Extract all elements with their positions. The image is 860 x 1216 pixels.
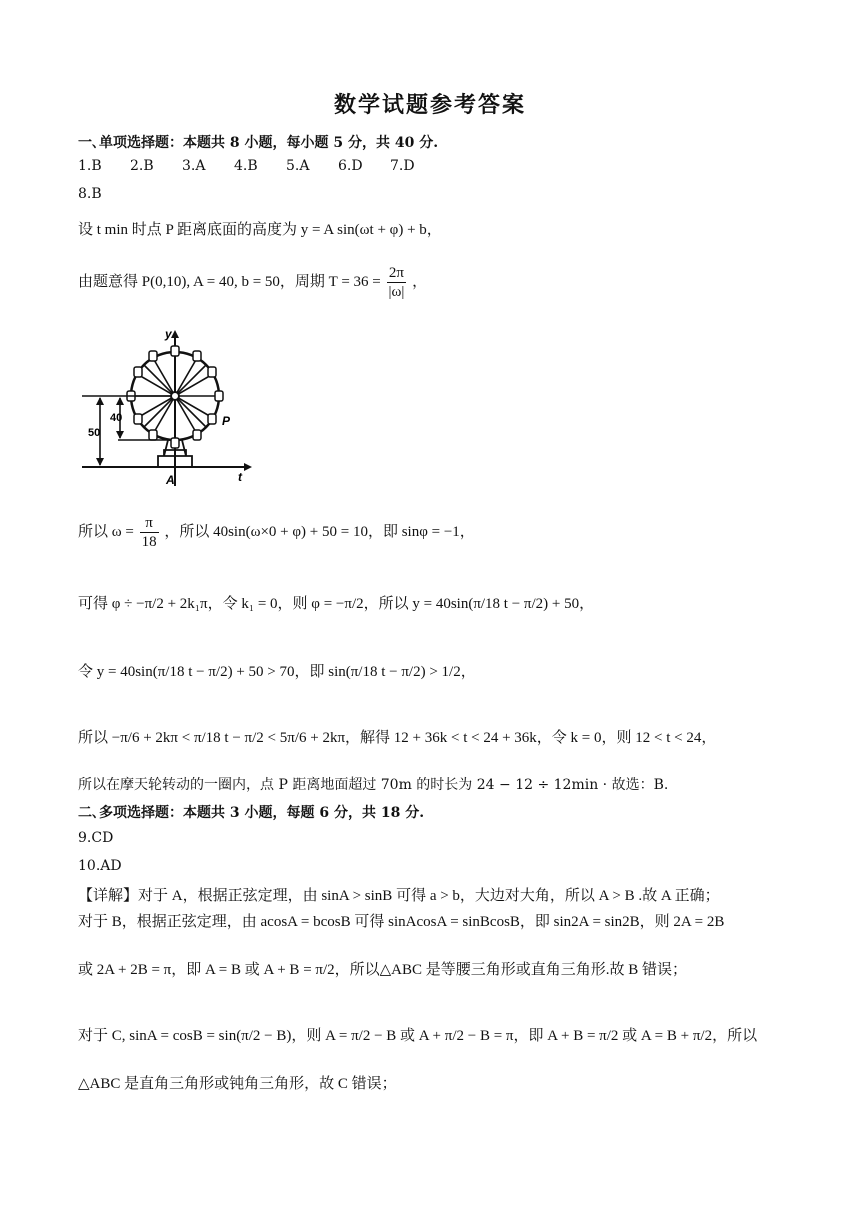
period-fraction [387, 264, 407, 301]
t-axis-arrow [244, 463, 252, 471]
answer-10: 10.AD [78, 858, 122, 874]
detail-line-2: 对于 B，根据正弦定理，由 acosA = bcosB 可得 sinAcosA = sinBcosB，即 sin2A = sin2B，则 2A = 2B [78, 914, 725, 930]
section2-heading: 二､多项选择题：本题共 3 小题，每题 6 分，共 18 分. [78, 805, 425, 821]
omega-denominator: 18 [141, 534, 157, 550]
section1-heading: 一､单项选择题：本题共 8 小题，每小题 5 分，共 40 分. [78, 135, 439, 151]
label-50: 50 [88, 427, 101, 439]
q8-line-2-end: ， [412, 273, 428, 290]
detail-line-4: 对于 C, sinA = cosB = sin(π/2 − B)，则 A = π/2 − B 或 A + π/2 − B = π，即 A + B = π/2 或 A = B + π/2，所以 [78, 1028, 758, 1044]
label-y: y [165, 327, 172, 341]
period-numerator: 2π [387, 264, 407, 283]
label-t: t [238, 470, 242, 484]
answer-4: 4.B [234, 158, 258, 174]
omega-numerator: π [140, 514, 159, 533]
answer-8: 8.B [78, 186, 102, 202]
q8-line-7: 所以在摩天轮转动的一圈内，点 P 距离地面超过 70m 的时长为 24 − 12 ÷ 12min · 故选：B. [78, 777, 669, 793]
wheel-hub [171, 392, 179, 400]
q8-line-4: 可得 φ ÷ −π/2 + 2k₁π，令 k₁ = 0，则 φ = −π/2，所以 y = 40sin(π/18 t − π/2) + 50， [78, 596, 595, 612]
omega-prefix: 所以 ω = [78, 523, 134, 540]
page-title: 数学试题参考答案 [333, 92, 526, 118]
label-P: P [222, 414, 231, 428]
label-40: 40 [110, 412, 123, 424]
q8-line-6: 所以 −π/6 + 2kπ < π/18 t − π/2 < 5π/6 + 2kπ，解得 12 + 36k < t < 24 + 36k，令 k = 0，则 12 < t < 24， [78, 730, 717, 746]
answer-2: 2.B [130, 158, 154, 174]
label-A: A [166, 473, 175, 487]
omega-fraction [140, 514, 159, 551]
q8-line-1: 设 t min 时点 P 距离底面的高度为 y = A sin(ωt + φ) + b， [78, 222, 442, 238]
detail-line-1: 【详解】对于 A，根据正弦定理，由 sinA > sinB 可得 a > b，大边对大角，所以 A > B .故 A 正确； [78, 888, 720, 904]
answer-9: 9.CD [78, 830, 114, 846]
answer-3: 3.A [182, 158, 206, 174]
answer-1: 1.B [78, 158, 102, 174]
detail-line-5: △ABC 是直角三角形或钝角三角形，故 C 错误； [78, 1076, 397, 1092]
q8-line-5: 令 y = 40sin(π/18 t − π/2) + 50 > 70，即 sin(π/18 t − π/2) > 1/2， [78, 664, 476, 680]
q8-line-3-text: ，所以 40sin(ω×0 + φ) + 50 = 10，即 sinφ = −1， [164, 523, 475, 540]
q8-line-2-text: 由题意得 P(0,10), A = 40, b = 50，周期 T = 36 = [78, 273, 381, 290]
answer-6: 6.D [338, 158, 363, 174]
ferris-wheel-figure [78, 326, 258, 490]
answer-7: 7.D [390, 158, 415, 174]
detail-line-3: 或 2A + 2B = π，即 A = B 或 A + B = π/2，所以△ABC 是等腰三角形或直角三角形.故 B 错误； [78, 962, 688, 978]
answer-row [78, 158, 442, 174]
period-denominator: |ω| [388, 284, 405, 300]
y-axis-arrow [171, 330, 179, 338]
answer-5: 5.A [286, 158, 310, 174]
q8-line-3 [78, 514, 475, 551]
q8-line-2 [78, 264, 427, 301]
